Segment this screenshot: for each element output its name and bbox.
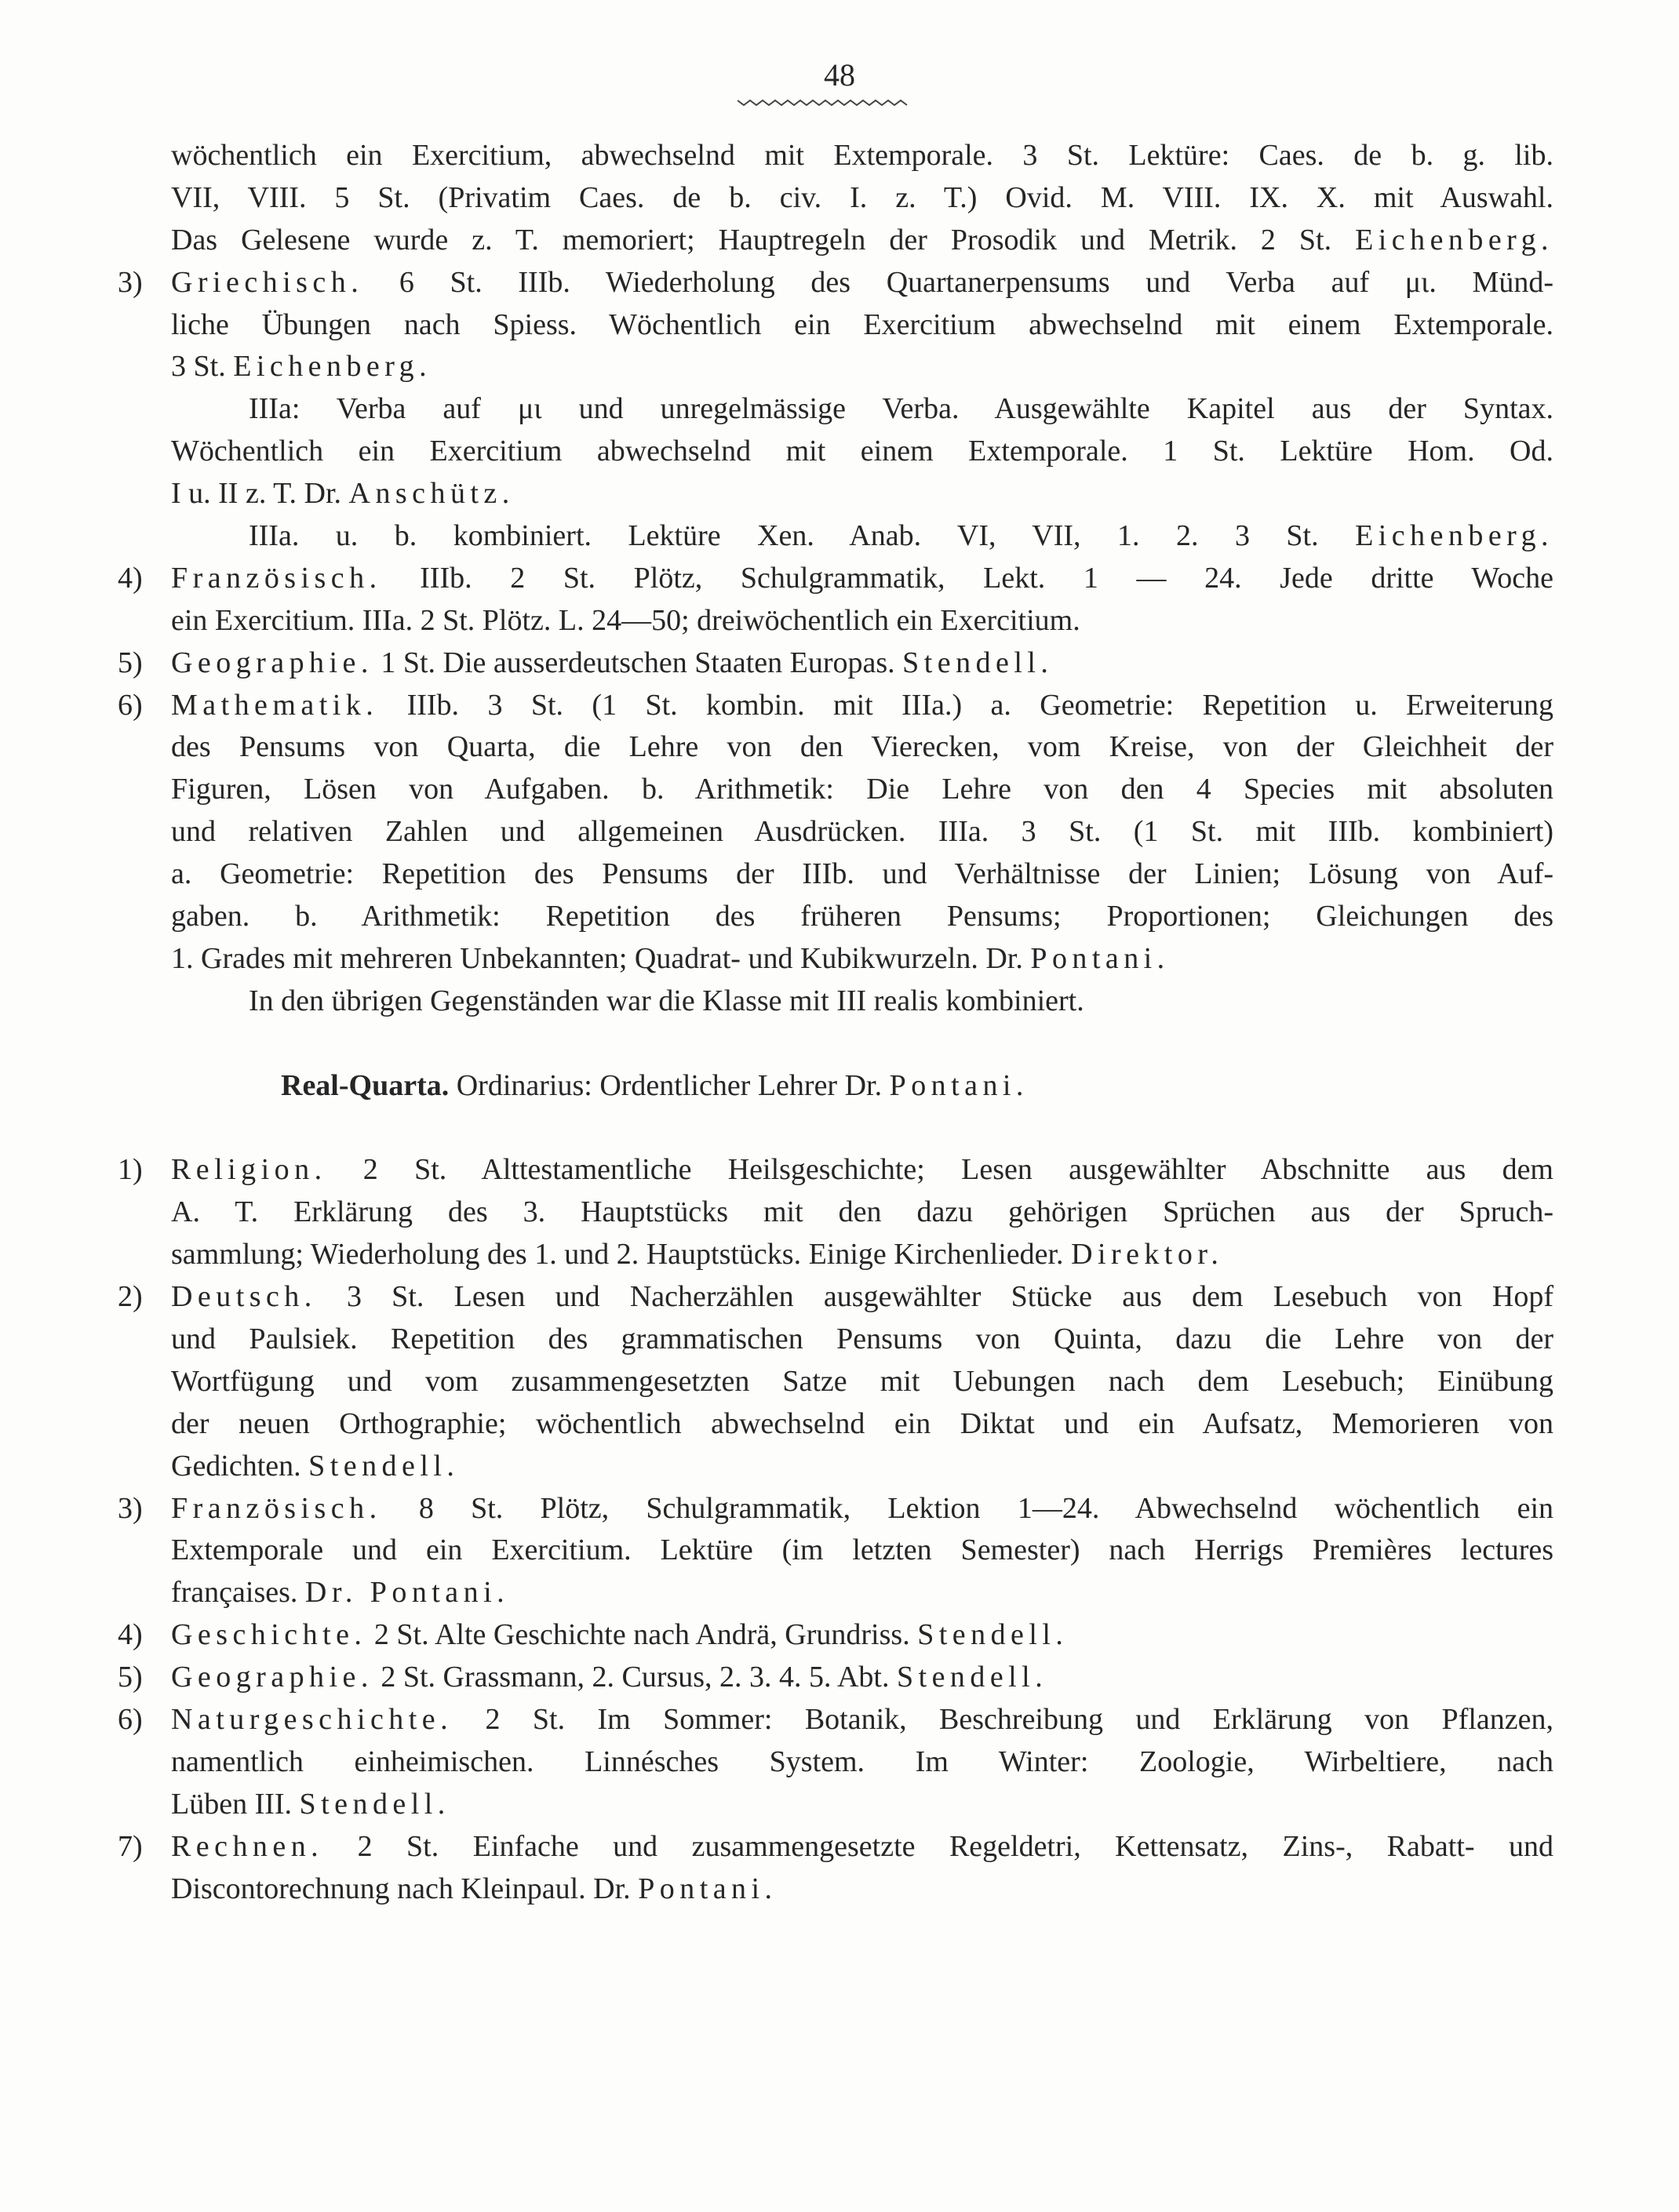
item-number: 7)	[118, 1829, 143, 1863]
text-run: sammlung; Wiederholung des 1. und 2. Hauptstücks. Einige Kirchenlieder.	[171, 1238, 1072, 1272]
spaced-name: Pontani.	[889, 1068, 1029, 1102]
spaced-name: Stendell.	[308, 1449, 460, 1483]
text-run: VII, VIII. 5 St. (Privatim Caes. de b. civ. I. z. T.) Ovid. M. VIII. IX. X. mit Auswahl.	[171, 180, 1553, 214]
text-line	[118, 346, 1553, 388]
text-line	[118, 853, 1553, 896]
text-run: 2 St. Alttestamentliche Heilsgeschichte; Lesen ausgewählter Abschnitte aus dem	[326, 1153, 1553, 1187]
text-run: des Pensums von Quarta, die Lehre von den Vierecken, vom Kreise, von der Gleichheit der	[171, 730, 1553, 764]
spaced-name: Dr. Pontani.	[304, 1576, 510, 1610]
page-number: 48	[824, 57, 855, 93]
text-run: namentlich einheimischen. Linnésches System. Im Winter: Zoologie, Wirbeltiere, nach	[171, 1744, 1553, 1778]
text-line	[118, 515, 1553, 558]
item-number: 5)	[118, 646, 143, 679]
spaced-name: Anschütz.	[348, 477, 515, 511]
spaced-name: Pontani.	[1030, 941, 1170, 975]
text-line	[118, 1403, 1553, 1446]
text-run: Das Gelesene wurde z. T. memoriert; Hauptregeln der Prosodik und Metrik. 2 St.	[171, 223, 1356, 256]
text-line	[118, 1488, 1553, 1530]
text-line	[118, 1826, 1553, 1868]
spaced-name: Eichenberg.	[1355, 223, 1553, 256]
text-run: und relativen Zahlen und allgemeinen Ausdrücken. IIIa. 3 St. (1 St. mit IIIb. kombiniert)	[171, 815, 1553, 849]
text-run: Gedichten.	[171, 1449, 309, 1483]
item-number: 5)	[118, 1661, 143, 1694]
section-heading: Real-Quarta.	[281, 1068, 450, 1102]
text-line	[118, 769, 1553, 811]
text-run: A. T. Erklärung des 3. Hauptstücks mit den dazu gehörigen Sprüchen aus der Spruch-	[171, 1195, 1553, 1229]
spaced-name: Deutsch.	[171, 1280, 317, 1314]
text-line	[118, 220, 1553, 262]
spaced-name: Französisch.	[171, 1491, 382, 1525]
text-run: françaises.	[171, 1576, 305, 1610]
text-run: IIIb. 2 St. Plötz, Schulgrammatik, Lekt. 1 — 24. Jede dritte Woche	[381, 561, 1553, 595]
spaced-name: Religion.	[171, 1153, 327, 1187]
text-run: Wöchentlich ein Exercitium abwechselnd mit einem Extemporale. 1 St. Lektüre Hom. Od.	[171, 435, 1553, 468]
text-line	[118, 1234, 1553, 1276]
text-run: 6 St. IIIb. Wiederholung des Quartanerpensums und Verba auf μι. Münd-	[363, 265, 1553, 299]
item-number: 4)	[118, 561, 143, 595]
item-number: 6)	[118, 688, 143, 722]
text-run: 1 St. Die ausserdeutschen Staaten Europas.	[373, 646, 903, 679]
spaced-name: Naturgeschichte.	[171, 1702, 453, 1736]
spaced-name: Französisch.	[171, 561, 382, 595]
spaced-name: Geographie.	[171, 1661, 373, 1694]
text-run: Extemporale und ein Exercitium. Lektüre (im letzten Semester) nach Herrigs Premières lectures	[171, 1533, 1553, 1567]
text-line	[118, 431, 1553, 473]
spaced-name: Eichenberg.	[233, 350, 432, 384]
text-line	[118, 1065, 1553, 1108]
text-line	[118, 1614, 1553, 1657]
text-line	[118, 980, 1553, 1023]
spaced-name: Eichenberg.	[1355, 519, 1553, 553]
spaced-name: Stendell.	[902, 646, 1054, 679]
text-line	[118, 811, 1553, 853]
text-line	[118, 304, 1553, 347]
text-line	[118, 473, 1553, 515]
text-line	[118, 1741, 1553, 1784]
text-run: Wortfügung und vom zusammengesetzten Satze mit Uebungen nach dem Lesebuch; Einübung	[171, 1364, 1553, 1398]
text-run: IIIb. 3 St. (1 St. kombin. mit IIIa.) a. Geometrie: Repetition u. Erweiterung	[378, 688, 1553, 722]
text-line	[118, 1657, 1553, 1699]
text-line	[118, 1191, 1553, 1234]
page-number-ornament	[738, 97, 910, 108]
text-run: gaben. b. Arithmetik: Repetition des früheren Pensums; Proportionen; Gleichungen des	[171, 900, 1553, 933]
spaced-name: Stendell.	[896, 1661, 1048, 1694]
item-number: 3)	[118, 265, 143, 299]
item-number: 6)	[118, 1702, 143, 1736]
text-line	[118, 938, 1553, 980]
spaced-name: Griechisch.	[171, 265, 364, 299]
text-line	[118, 1868, 1553, 1911]
text-line	[118, 177, 1553, 220]
spaced-name: Stendell.	[917, 1618, 1069, 1652]
text-line	[118, 726, 1553, 769]
item-number: 3)	[118, 1491, 143, 1525]
text-line	[118, 896, 1553, 938]
text-line	[118, 1530, 1553, 1572]
text-line	[118, 1699, 1553, 1741]
text-line	[118, 600, 1553, 642]
item-number: 2)	[118, 1280, 143, 1314]
text-run: 3 St.	[171, 350, 234, 384]
text-run: liche Übungen nach Spiess. Wöchentlich ein Exercitium abwechselnd mit einem Extemporale.	[171, 307, 1553, 341]
text-run: In den übrigen Gegenständen war die Klasse mit III realis kombiniert.	[249, 984, 1084, 1017]
text-run: 2 St. Alte Geschichte nach Andrä, Grundriss.	[366, 1618, 918, 1652]
text-line	[118, 1446, 1553, 1488]
text-run: IIIa. u. b. kombiniert. Lektüre Xen. Anab. VI, VII, 1. 2. 3 St.	[249, 519, 1356, 553]
text-run: 2 St. Einfache und zusammengesetzte Regeldetri, Kettensatz, Zins-, Rabatt- und	[323, 1829, 1553, 1863]
text-line	[118, 1149, 1553, 1191]
text-line	[118, 642, 1553, 685]
text-line	[118, 388, 1553, 431]
text-run: Figuren, Lösen von Aufgaben. b. Arithmetik: Die Lehre von den 4 Species mit absoluten	[171, 773, 1553, 806]
spaced-name: Rechnen.	[171, 1829, 324, 1863]
text-run: 8 St. Plötz, Schulgrammatik, Lektion 1—24. Abwechselnd wöchentlich ein	[381, 1491, 1553, 1525]
spaced-name: Stendell.	[299, 1787, 450, 1821]
text-line	[118, 262, 1553, 304]
spaced-name: Geschichte.	[171, 1618, 367, 1652]
spaced-name: Direktor.	[1071, 1238, 1224, 1272]
text-line	[118, 1784, 1553, 1826]
text-run: wöchentlich ein Exercitium, abwechselnd mit Extemporale. 3 St. Lektüre: Caes. de b. g. lib.	[171, 139, 1553, 172]
item-number: 4)	[118, 1618, 143, 1652]
text-line	[118, 135, 1553, 177]
text-run: I u. II z. T. Dr.	[171, 477, 349, 511]
text-line	[118, 1319, 1553, 1361]
blank-line	[118, 1023, 1553, 1065]
text-run: 2 St. Grassmann, 2. Cursus, 2. 3. 4. 5. Abt.	[373, 1661, 897, 1694]
blank-line	[118, 1107, 1553, 1149]
text-run: Ordinarius: Ordentlicher Lehrer Dr.	[449, 1068, 890, 1102]
spaced-name: Mathematik.	[171, 688, 379, 722]
spaced-name: Geographie.	[171, 646, 373, 679]
text-run: Lüben III.	[171, 1787, 300, 1821]
body-text	[118, 135, 1553, 1910]
text-run: der neuen Orthographie; wöchentlich abwechselnd ein Diktat und ein Aufsatz, Memorieren von	[171, 1406, 1553, 1440]
text-run: und Paulsiek. Repetition des grammatischen Pensums von Quinta, dazu die Lehre von der	[171, 1322, 1553, 1355]
text-run: ein Exercitium. IIIa. 2 St. Plötz. L. 24—50; dreiwöchentlich ein Exercitium.	[171, 603, 1080, 637]
text-line	[118, 1361, 1553, 1403]
text-run: a. Geometrie: Repetition des Pensums der IIIb. und Verhältnisse der Linien; Lösung von Auf-	[171, 857, 1553, 891]
text-line	[118, 1276, 1553, 1319]
text-run: 3 St. Lesen und Nacherzählen ausgewählter Stücke aus dem Lesebuch von Hopf	[316, 1280, 1553, 1314]
item-number: 1)	[118, 1153, 143, 1187]
text-line	[118, 1572, 1553, 1614]
spaced-name: Pontani.	[638, 1872, 778, 1905]
text-run: IIIa: Verba auf μι und unregelmässige Verba. Ausgewählte Kapitel aus der Syntax.	[249, 392, 1553, 426]
text-line	[118, 685, 1553, 727]
text-run: 2 St. Im Sommer: Botanik, Beschreibung und Erklärung von Pflanzen,	[453, 1702, 1553, 1736]
text-run: 1. Grades mit mehreren Unbekannten; Quadrat- und Kubikwurzeln. Dr.	[171, 941, 1031, 975]
text-run: Discontorechnung nach Kleinpaul. Dr.	[171, 1872, 639, 1905]
text-line	[118, 558, 1553, 600]
